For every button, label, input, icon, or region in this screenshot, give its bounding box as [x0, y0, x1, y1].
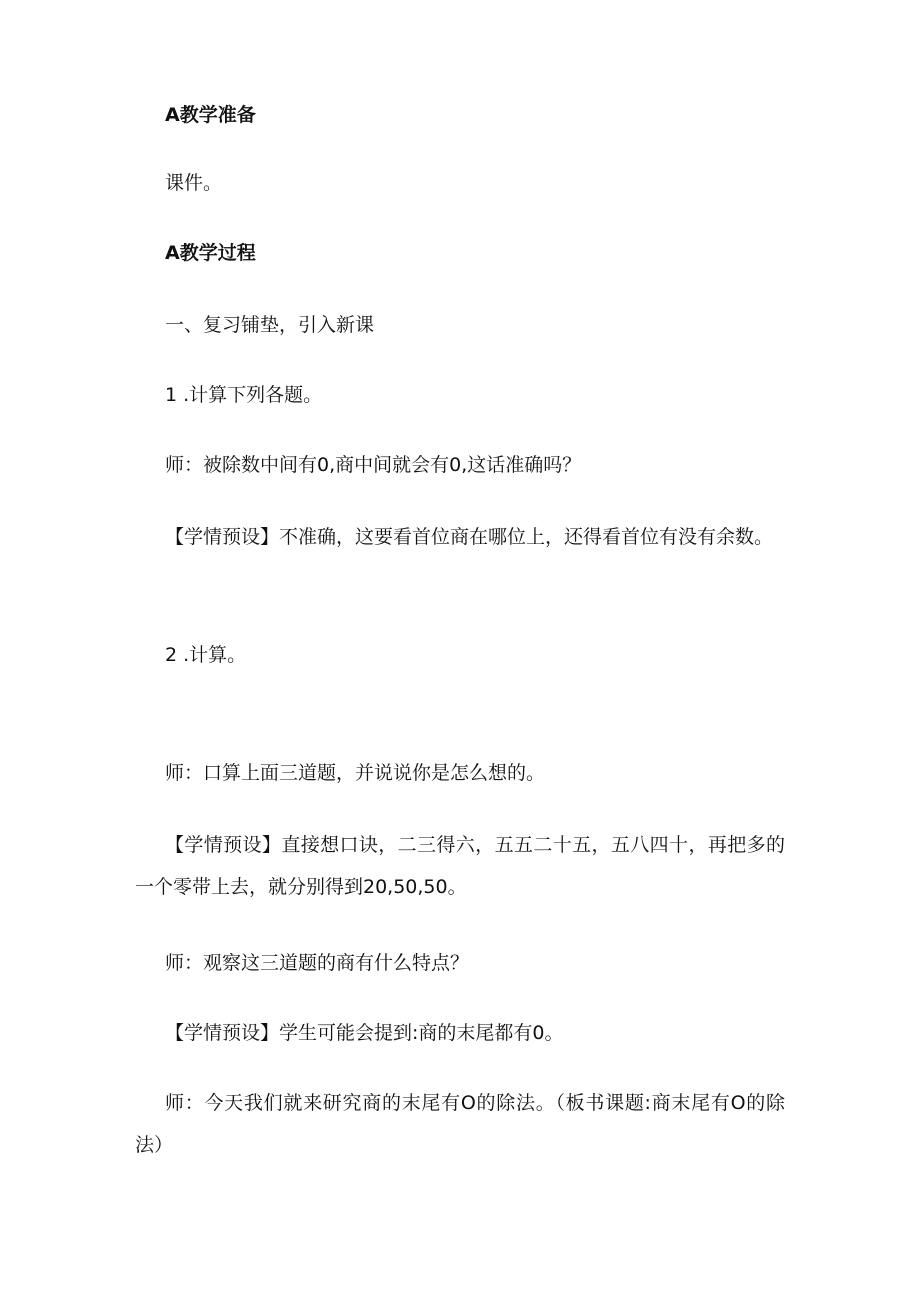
- section-one-title: 一、复习铺垫，引入新课: [165, 314, 375, 336]
- teacher-introduction: 师：今天我们就来研究商的末尾有O的除法。（板书课题:商末尾有O的除法）: [135, 1092, 785, 1156]
- teacher-question-2: 师：口算上面三道题，并说说你是怎么想的。: [165, 762, 546, 784]
- preset-answer-1: 【学情预设】不准确，这要看首位商在哪位上，还得看首位有没有余数。: [165, 526, 774, 548]
- preset-answer-2: 【学情预设】直接想口诀，二三得六，五五二十五，五八四十，再把多的一个零带上去，就分别得到20,50,50。: [135, 834, 785, 898]
- preparation-text: 课件。: [165, 172, 223, 194]
- heading-teaching-process: A教学过程: [165, 242, 256, 264]
- item-two: 2 .计算。: [165, 644, 247, 666]
- heading-teaching-preparation: A教学准备: [165, 104, 256, 126]
- preset-answer-3: 【学情预设】学生可能会提到:商的末尾都有0。: [165, 1022, 564, 1044]
- teacher-question-1: 师：被除数中间有0,商中间就会有0,这话准确吗？: [165, 454, 582, 476]
- item-one: 1 .计算下列各题。: [165, 384, 323, 406]
- teacher-question-3: 师：观察这三道题的商有什么特点？: [165, 952, 470, 974]
